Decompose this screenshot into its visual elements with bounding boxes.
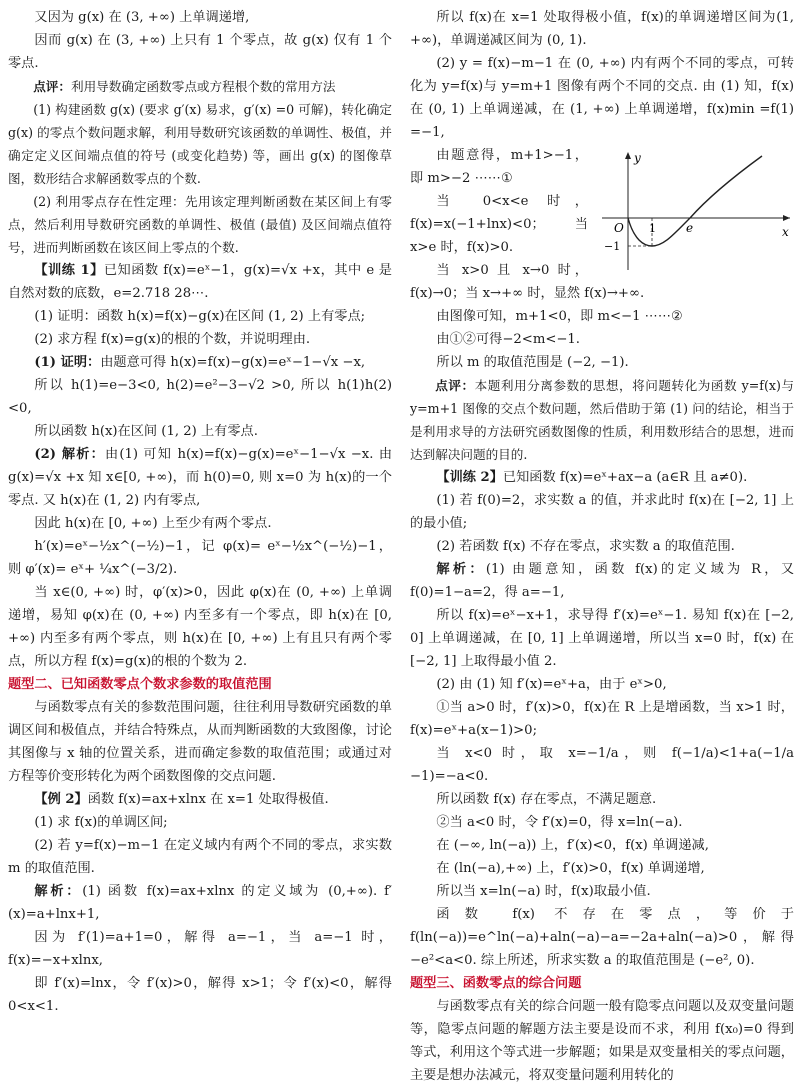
paragraph-text: 因而 g(x) 在 (3, +∞) 上只有 1 个零点，故 g(x) 仅有 1 个零点. — [8, 33, 392, 71]
paragraph-text: 所以函数 f(x) 存在零点，不满足题意. — [436, 792, 657, 807]
paragraph-text: 由①②可得−2<m<−1. — [436, 332, 581, 347]
y-axis-arrow — [625, 152, 631, 159]
bold-lead: 【训练 1】 — [34, 263, 104, 278]
paragraph-text: 所以 m 的取值范围是 (−2, −1). — [436, 355, 629, 370]
paragraph-text: (2) 若函数 f(x) 不存在零点，求实数 a 的取值范围. — [436, 539, 735, 554]
paragraph-text: (2) 利用零点存在性定理：先用该定理判断函数在某区间上有零点，然后利用导数研究函数的单调性、极值 (最值) 及区间端点值符号，进而判断函数在该区间上零点的个数. — [8, 194, 392, 255]
right-bottom-paragraph-7 — [410, 558, 794, 604]
left-paragraph-20 — [8, 880, 392, 926]
paragraph-text: (1) 构建函数 g(x) (要求 g′(x) 易求，g′(x) =0 可解)，转化确定 g(x) 的零点个数问题求解，利用导数研究该函数的单调性、极值，并确定定义区间端点值的符号 (或变化趋势) 等，画出 g(x) 的图像草图，数形结合求解函数零点的个数. — [8, 102, 392, 186]
paragraph-text: 所以 h(1)=e−3<0, h(2)=e²−3−√2 >0, 所以 h(1)h(2)<0, — [8, 378, 392, 416]
left-paragraph-2 — [8, 75, 392, 98]
paragraph-text: (2) 求方程 f(x)=g(x)的根的个数，并说明理由. — [34, 332, 311, 347]
paragraph-text: (1) 由题意知，函数 f(x)的定义域为 R，又 f(0)=1−a=2，得 a=−1, — [410, 562, 795, 600]
paragraph-text: 由题意可得 h(x)=f(x)−g(x)=eˣ−1−√x −x, — [100, 355, 366, 370]
right-bottom-paragraph-13 — [410, 811, 794, 834]
paragraph-text: ①当 a>0 时，f′(x)>0，f(x)在 R 上是增函数，当 x>1 时，f(x)=eˣ+a(x−1)>0; — [410, 700, 794, 738]
paragraph-text: 即 f′(x)=lnx，令 f′(x)>0，解得 x>1；令 f′(x)<0，解得 0<x<1. — [8, 976, 392, 1014]
paragraph-text: ②当 a<0 时，令 f′(x)=0，得 x=ln(−a). — [436, 815, 683, 830]
paragraph-text: 函数 f(x) 不存在零点，等价于 f(ln(−a))=e^ln(−a)+aln(−a)−a=−2a+aln(−a)>0，解得−e²<a<0. 综上所述，所求实数 a 的取值范围是 (−e², 0). — [410, 907, 794, 968]
right-bottom-paragraph-12 — [410, 788, 794, 811]
graph-one-label: 1 — [649, 222, 656, 235]
right-top-paragraph-0 — [410, 6, 794, 52]
paragraph-text: 由题意得，m+1>−1，即 m>−2 ⋯⋯① — [410, 148, 588, 186]
bold-lead: 【训练 2】 — [436, 470, 503, 485]
bold-lead: 解析： — [436, 562, 486, 577]
function-graph — [594, 148, 794, 278]
paragraph-text: 题型二、已知函数零点个数求参数的取值范围 — [8, 677, 272, 692]
graph-y-label: y — [634, 151, 641, 165]
left-paragraph-11 — [8, 443, 392, 512]
right-bottom-paragraph-2 — [410, 351, 794, 374]
paragraph-text: 当 x>0 且 x→0 时，f(x)→0；当 x→+∞ 时，显然 f(x)→+∞. — [410, 263, 645, 301]
paragraph-text: 在 (ln(−a),+∞) 上，f′(x)>0，f(x) 单调递增, — [436, 861, 705, 876]
paragraph-text: 已知函数 f(x)=eˣ+ax−a (a∈R 且 a≠0). — [502, 470, 748, 485]
right-top-block — [410, 6, 794, 144]
paragraph-text: 因此 h(x)在 [0, +∞) 上至少有两个零点. — [34, 516, 272, 531]
left-paragraph-21 — [8, 926, 392, 972]
right-bottom-paragraph-14 — [410, 834, 794, 857]
graph-svg — [594, 148, 794, 278]
bold-lead: 点评： — [435, 378, 475, 393]
paragraph-text: 所以函数 h(x)在区间 (1, 2) 上有零点. — [34, 424, 258, 439]
paragraph-text: (1) 证明：函数 h(x)=f(x)−g(x)在区间 (1, 2) 上有零点; — [34, 309, 366, 324]
right-bottom-paragraph-1 — [410, 328, 794, 351]
bold-lead: (2) 解析： — [34, 447, 105, 462]
paragraph-text: (2) 由 (1) 知 f′(x)=eˣ+a，由于 eˣ>0, — [436, 677, 667, 692]
right-column — [410, 6, 794, 1087]
left-paragraph-1 — [8, 29, 392, 75]
left-paragraph-16 — [8, 696, 392, 788]
left-paragraph-4 — [8, 190, 392, 259]
paragraph-text: 又因为 g(x) 在 (3, +∞) 上单调递增, — [34, 10, 250, 25]
right-bottom-paragraph-5 — [410, 489, 794, 535]
paragraph-text: 题型三、函数零点的综合问题 — [410, 976, 582, 991]
paragraph-text: 所以 f(x)在 x=1 处取得极小值，f(x)的单调递增区间为(1, +∞)，单调递减区间为 (0, 1). — [410, 10, 794, 48]
right-top-paragraph-1 — [410, 52, 794, 144]
paragraph-text: (2) y = f(x)−m−1 在 (0, +∞) 内有两个不同的零点，可转化为 y=f(x)与 y=m+1 图像有两个不同的交点. 由 (1) 知，f(x)在 (0, 1) 上单调递减，在 (1, +∞) 上单调递增，f(x)min =f(1) =−1, — [410, 56, 794, 140]
right-bottom-paragraph-3 — [410, 374, 794, 466]
left-paragraph-9 — [8, 374, 392, 420]
paragraph-text: 已知函数 f(x)=eˣ−1，g(x)=√x +x，其中 e 是自然对数的底数，e=2.718 28⋯. — [8, 263, 392, 301]
paragraph-text: 所以当 x=ln(−a) 时，f(x)取最小值. — [436, 884, 651, 899]
left-paragraph-0 — [8, 6, 392, 29]
left-paragraph-22 — [8, 972, 392, 1018]
paragraph-text: (2) 若 y=f(x)−m−1 在定义域内有两个不同的零点，求实数 m 的取值范围. — [8, 838, 392, 876]
graph-e-label: e — [686, 221, 694, 235]
left-column — [8, 6, 392, 1018]
paragraph-text: 由(1) 可知 h(x)=f(x)−g(x)=eˣ−1−√x −x. 由 g(x)=√x +x 知 x∈[0, +∞)，而 h(0)=0, 则 x=0 为 h(x)的一个零点. 又 h(x)在 (1, 2) 内有零点, — [8, 447, 393, 508]
right-bottom-block — [410, 305, 794, 1087]
left-paragraph-6 — [8, 305, 392, 328]
left-paragraph-10 — [8, 420, 392, 443]
bold-lead: 【例 2】 — [34, 792, 88, 807]
right-bottom-paragraph-17 — [410, 903, 794, 972]
paragraph-text: 当 0<x<e 时，f(x)=x(−1+lnx)<0；当 x>e 时，f(x)>0. — [410, 194, 588, 255]
paragraph-text: (1) 求 f(x)的单调区间; — [34, 815, 168, 830]
left-paragraph-7 — [8, 328, 392, 351]
bold-lead: (1) 证明： — [34, 355, 101, 370]
right-bottom-paragraph-0 — [410, 305, 794, 328]
left-paragraph-3 — [8, 98, 392, 190]
paragraph-text: 当 x<0 时，取 x=−1/a，则 f(−1/a)<1+a(−1/a −1)=−a<0. — [410, 746, 794, 784]
graph-neg-one-label: −1 — [604, 240, 621, 253]
graph-origin-label: O — [614, 221, 624, 235]
paragraph-text: 与函数零点有关的综合问题一般有隐零点问题以及双变量问题等，隐零点问题的解题方法主要是设而不求，利用 f(x₀)=0 得到等式，利用这个等式进一步解题；如果是双变量相关的零点问题，主要是想办法减元，将双变量问题利用转化的 — [410, 999, 794, 1083]
left-paragraph-15 — [8, 673, 392, 696]
paragraph-text: (1) 函数 f(x)=ax+xlnx 的定义域为 (0,+∞). f′(x)=a+lnx+1, — [8, 884, 392, 922]
right-bottom-paragraph-11 — [410, 742, 794, 788]
paragraph-text: 本题利用分离参数的思想，将问题转化为函数 y=f(x)与 y=m+1 图像的交点个数问题，然后借助于第 (1) 问的结论，相当于是利用求导的方法研究函数图像的性质，利用数形结合的思想，进而达到解决问题的目的. — [410, 378, 795, 462]
paragraph-text: 与函数零点有关的参数范围问题，往往利用导数研究函数的单调区间和极值点，并结合特殊点，从而判断函数的大致图像，讨论其图像与 x 轴的位置关系，进而确定参数的取值范围；或通过对方程等价变形转化为两个函数图像的交点问题. — [8, 700, 392, 784]
graph-x-label: x — [782, 225, 789, 239]
right-bottom-paragraph-9 — [410, 673, 794, 696]
right-bottom-paragraph-6 — [410, 535, 794, 558]
right-bottom-paragraph-8 — [410, 604, 794, 673]
bold-lead: 点评： — [33, 79, 71, 94]
paragraph-text: (1) 若 f(0)=2，求实数 a 的值，并求此时 f(x)在 [−2, 1] 上的最小值; — [410, 493, 794, 531]
paragraph-text: 函数 f(x)=ax+xlnx 在 x=1 处取得极值. — [87, 792, 329, 807]
left-paragraph-18 — [8, 811, 392, 834]
left-paragraph-17 — [8, 788, 392, 811]
right-bottom-paragraph-15 — [410, 857, 794, 880]
paragraph-text: 利用导数确定函数零点或方程根个数的常用方法 — [70, 79, 336, 94]
left-paragraph-14 — [8, 581, 392, 673]
left-paragraph-5 — [8, 259, 392, 305]
paragraph-text: h′(x)=eˣ−½x^(−½)−1，记 φ(x)= eˣ−½x^(−½)−1，则 φ′(x)= eˣ+ ¼x^(−3/2). — [8, 539, 392, 577]
right-bottom-paragraph-10 — [410, 696, 794, 742]
paragraph-text: 在 (−∞, ln(−a)) 上，f′(x)<0，f(x) 单调递减, — [436, 838, 709, 853]
paragraph-text: 所以 f(x)=eˣ−x+1，求导得 f′(x)=eˣ−1. 易知 f(x)在 [−2, 0] 上单调递减，在 [0, 1] 上单调递增，所以当 x=0 时，f(x) 在 [−2, 1] 上取得最小值 2. — [410, 608, 794, 669]
left-paragraph-13 — [8, 535, 392, 581]
left-paragraph-8 — [8, 351, 392, 374]
paragraph-text: 由图像可知，m+1<0，即 m<−1 ⋯⋯② — [436, 309, 683, 324]
right-bottom-paragraph-19 — [410, 995, 794, 1087]
paragraph-text: 当 x∈(0, +∞) 时，φ′(x)>0，因此 φ(x)在 (0, +∞) 上单调递增，易知 φ(x)在 (0, +∞) 内至多有一个零点，即 h(x)在 [0, +∞) 内至多有两个零点，则 h(x)在 [0, +∞) 上有且只有两个零点，所以方程 f(x)=g(x)的根的个数为 2. — [8, 585, 392, 669]
left-paragraph-12 — [8, 512, 392, 535]
left-paragraph-19 — [8, 834, 392, 880]
bold-lead: 解析： — [34, 884, 83, 899]
right-bottom-paragraph-16 — [410, 880, 794, 903]
right-bottom-paragraph-18 — [410, 972, 794, 995]
paragraph-text: 因为 f′(1)=a+1=0，解得 a=−1，当 a=−1 时，f(x)=−x+xlnx, — [8, 930, 392, 968]
x-axis-arrow — [783, 215, 790, 221]
right-bottom-paragraph-4 — [410, 466, 794, 489]
